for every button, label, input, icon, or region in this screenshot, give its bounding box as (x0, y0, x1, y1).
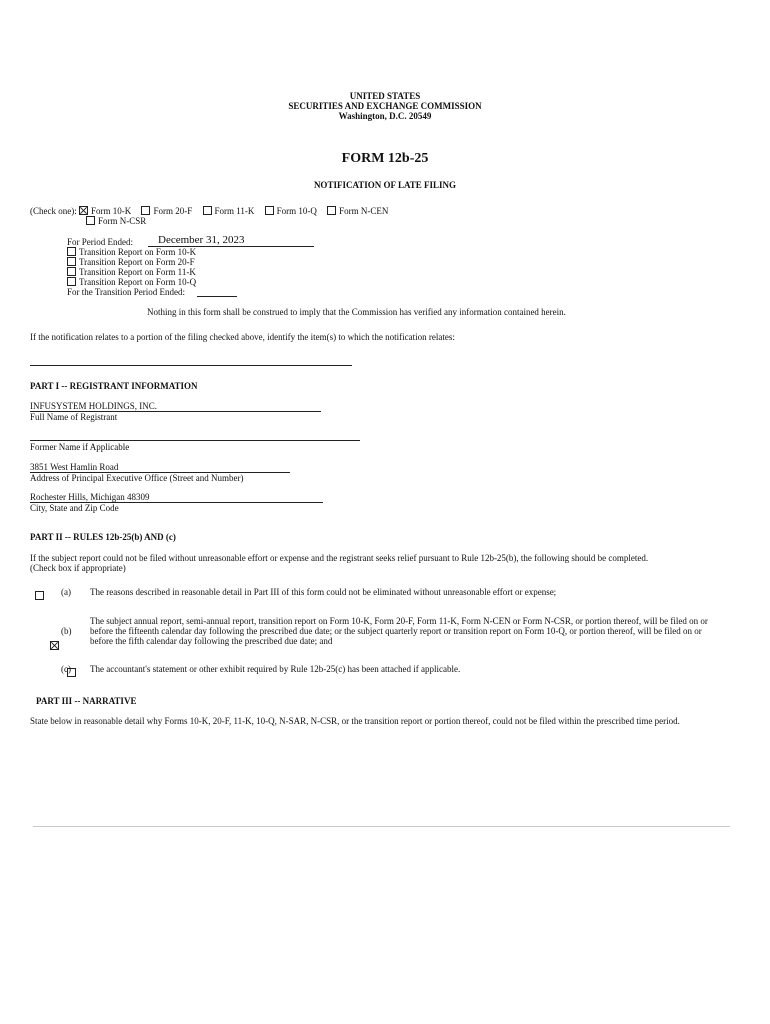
checkbox-icon (86, 216, 95, 225)
transition-10q[interactable]: Transition Report on Form 10-Q (67, 277, 196, 287)
transition-period-label: For the Transition Period Ended: (67, 287, 186, 297)
header-line-3: Washington, D.C. 20549 (338, 111, 432, 121)
transition-10k[interactable]: Transition Report on Form 10-K (67, 247, 196, 257)
item-a-text: The reasons described in reasonable detail in Part III of this form could not be eliminated without unreasonable effort or expense; (90, 587, 557, 597)
item-a-letter: (a) (61, 587, 71, 597)
checkbox-icon (67, 257, 76, 266)
form-title: FORM 12b-25 (341, 151, 429, 166)
option-form-ncen[interactable]: Form N-CEN (327, 206, 388, 216)
header-line-2: SECURITIES AND EXCHANGE COMMISSION (288, 101, 482, 111)
former-name-label: Former Name if Applicable (30, 442, 130, 452)
period-ended-label: For Period Ended: (67, 237, 133, 247)
item-b-letter: (b) (61, 626, 72, 636)
relates-text: If the notification relates to a portion of the filing checked above, identify the item(s) to which the notification relates: (30, 332, 455, 342)
transition-period-field[interactable] (197, 296, 237, 297)
page-divider (33, 826, 730, 827)
address-label: Address of Principal Executive Office (Street and Number) (30, 473, 244, 483)
option-form-ncsr[interactable]: Form N-CSR (86, 216, 146, 226)
checkbox-b[interactable] (50, 641, 59, 650)
checked-box-icon (79, 206, 88, 215)
option-form-10k[interactable]: Form 10-K (79, 206, 131, 216)
option-form-11k[interactable]: Form 11-K (203, 206, 255, 216)
checkbox-icon (67, 277, 76, 286)
part1-heading: PART I -- REGISTRANT INFORMATION (30, 381, 198, 391)
checkbox-icon (67, 267, 76, 276)
item-b-text: The subject annual report, semi-annual report, transition report on Form 10-K, Form 20-F, Form 11-K, Form N-CEN or Form N-CSR, or portion thereof, will be filed on or before the fifteenth calendar day following the prescribed due date; or the subject quarterly report or transition report on Form 10-Q, or portion thereof, will be filed on or before the fifth calendar day following the prescribed due date; and (90, 616, 708, 646)
relates-field[interactable] (30, 365, 352, 366)
check-one-row (30, 206, 396, 216)
option-form-20f[interactable]: Form 20-F (141, 206, 192, 216)
checkbox-a[interactable] (35, 591, 44, 600)
registrant-name-label: Full Name of Registrant (30, 412, 118, 422)
header-line-1: UNITED STATES (349, 91, 421, 101)
option-form-10q[interactable]: Form 10-Q (265, 206, 317, 216)
item-c-text: The accountant's statement or other exhibit required by Rule 12b-25(c) has been attached if applicable. (90, 664, 461, 674)
checkbox-icon (265, 206, 274, 215)
checkbox-icon (327, 206, 336, 215)
registrant-name: INFUSYSTEM HOLDINGS, INC. (30, 401, 158, 411)
city-value: Rochester Hills, Michigan 48309 (30, 492, 150, 502)
registrant-name-field[interactable] (30, 401, 321, 412)
address-field[interactable] (30, 462, 290, 473)
disclaimer: Nothing in this form shall be construed to imply that the Commission has verified any information contained herein. (147, 307, 566, 317)
part2-intro: If the subject report could not be filed without unreasonable effort or expense and the registrant seeks relief pursuant to Rule 12b-25(b), the following should be completed. (30, 553, 649, 563)
checkbox-icon (67, 247, 76, 256)
city-field[interactable] (30, 492, 323, 503)
form-subtitle: NOTIFICATION OF LATE FILING (313, 180, 457, 190)
address-value: 3851 West Hamlin Road (30, 462, 119, 472)
part2-heading: PART II -- RULES 12b-25(b) AND (c) (30, 532, 176, 542)
part3-heading: PART III -- NARRATIVE (36, 696, 137, 706)
former-name-field[interactable] (30, 440, 360, 441)
part3-text: State below in reasonable detail why Forms 10-K, 20-F, 11-K, 10-Q, N-SAR, N-CSR, or the transition report or portion thereof, could not be filed within the prescribed time period. (30, 716, 680, 726)
checkbox-icon (203, 206, 212, 215)
city-label: City, State and Zip Code (30, 503, 119, 513)
transition-11k[interactable]: Transition Report on Form 11-K (67, 267, 196, 277)
item-c-letter: (c) (61, 664, 71, 674)
period-ended-value[interactable]: December 31, 2023 (148, 234, 314, 247)
part2-intro-check: (Check box if appropriate) (30, 563, 126, 573)
transition-20f[interactable]: Transition Report on Form 20-F (67, 257, 195, 267)
checkbox-icon (141, 206, 150, 215)
check-one-label: (Check one): (30, 206, 77, 216)
